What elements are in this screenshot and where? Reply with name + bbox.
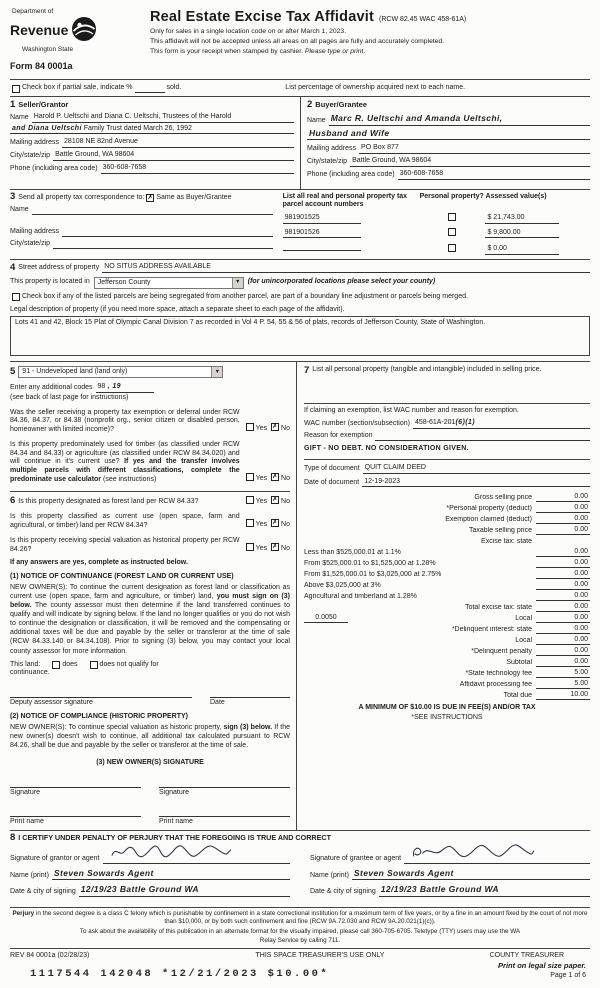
assessed-value-input-2[interactable]: $ 9,800.00 xyxy=(485,229,559,239)
form-number: Form 84 0001a xyxy=(10,61,73,71)
new-owner-printname-input-2[interactable] xyxy=(159,808,290,817)
header-note-3: This form is your receipt when stamped by cashier. Please type or print. xyxy=(150,47,366,55)
forest-no-checkbox[interactable]: ✗ xyxy=(272,495,278,503)
delinquent-penalty-label: *Delinquent penalty xyxy=(471,647,532,655)
parcel-number-input-2[interactable]: 981901526 xyxy=(283,229,361,239)
section7-number: 7 xyxy=(304,365,310,377)
tier1-tax-input[interactable]: 0.00 xyxy=(536,548,590,558)
grantor-certification xyxy=(10,846,290,897)
affidavit-processing-fee-label: Affidavit processing fee xyxy=(459,680,532,688)
forest-yes-checkbox[interactable] xyxy=(246,496,254,504)
seller-name-input[interactable]: Harold P. Ueltschi and Diana C. Ueltschi, Trustees of the Harold xyxy=(32,113,294,123)
perjury-text: Perjury in the second degree is a class C felony which is punishable by confinement in a state correctional institution for a maximum term of five years, or by a fine in an amount fixed by the court of not more than $10,000, or by both such confinement and fine (RCW 9A.72.030 and RCW 9A.20.021(1)(c)). xyxy=(12,910,588,926)
total-state-excise-input[interactable]: 0.00 xyxy=(536,603,590,613)
historic-yes-checkbox[interactable] xyxy=(246,543,254,551)
exemption-block xyxy=(304,404,590,454)
property-location-section xyxy=(10,259,590,361)
does-not-qualify-checkbox[interactable] xyxy=(90,661,98,669)
county-note: (for unincorporated locations please select your county) xyxy=(247,278,436,286)
grantor-datecity-input[interactable]: 12/19/23 Battle Ground WA xyxy=(79,884,290,897)
new-owner-printname-input-1[interactable] xyxy=(10,808,141,817)
tier3-tax-input[interactable]: 0.00 xyxy=(536,570,590,580)
parties-section xyxy=(10,97,590,189)
tier3-label: From $1,525,000.01 to $3,025,000 at 2.75% xyxy=(304,570,442,578)
assessed-value-input-1[interactable]: $ 21,743.00 xyxy=(485,214,559,224)
section6-block xyxy=(10,491,290,828)
document-date-label: Date of document xyxy=(304,478,360,486)
county-treasurer-label: COUNTY TREASURER xyxy=(489,951,564,959)
buyer-citystatezip-input[interactable]: Battle Ground, WA 98604 xyxy=(350,157,590,167)
local-rate-input[interactable]: 0.0050 xyxy=(304,614,348,624)
same-as-buyer-checkbox[interactable]: ✗ xyxy=(147,193,154,201)
buyer-block xyxy=(300,97,590,189)
seller-citystatezip-input[interactable]: Battle Ground, WA 98604 xyxy=(53,151,294,161)
correspondence-name-label: Name xyxy=(10,206,29,214)
grantor-signature-label: Signature of grantor or agent xyxy=(10,855,100,863)
yes-label: Yes xyxy=(255,521,268,529)
see-back-note: (see back of last page for instructions) xyxy=(10,393,129,401)
tax-computation-column xyxy=(297,362,590,830)
date-label: Date xyxy=(210,699,225,707)
no-label: No xyxy=(281,521,290,529)
timber-question: Is this property predominately used for timber (as classified under RCW 84.34 and 84.33) or agriculture (as classified under RCW 84.34.020) and will continue in it's current use? If yes and the transfer involves multiple parcels with different classifications, complete the predominate use calculator (see instructions) xyxy=(10,440,240,483)
delinquent-interest-local-input[interactable]: 0.00 xyxy=(536,636,590,646)
tax-computation-table xyxy=(304,491,590,700)
local-tax-label: Local xyxy=(515,614,532,622)
does-not-label: does not qualify for xyxy=(99,660,159,668)
notice3-title: (3) NEW OWNER(S) SIGNATURE xyxy=(96,758,204,766)
dor-logo-block xyxy=(10,8,142,77)
certification-section xyxy=(10,830,590,904)
personal-property-checkbox-3[interactable] xyxy=(448,244,456,252)
section3-number: 3 xyxy=(10,190,16,202)
parcel-numbers-header: List all real and personal property tax parcel account numbers xyxy=(282,192,408,208)
exemption-yes-checkbox[interactable] xyxy=(246,423,254,431)
no-label: No xyxy=(281,474,290,482)
partial-sale-checkbox[interactable] xyxy=(12,85,20,93)
assessed-values-header: Assessed value(s) xyxy=(485,192,547,200)
partial-sale-row xyxy=(10,80,590,97)
total-due-label: Total due xyxy=(503,691,532,699)
this-land-label: This land: xyxy=(10,660,41,668)
deputy-date-input[interactable] xyxy=(210,689,290,698)
historic-no-checkbox[interactable]: ✗ xyxy=(272,542,278,550)
agricultural-tax-input[interactable]: 0.00 xyxy=(536,592,590,602)
agricultural-label: Agricultural and timberland at 1.28% xyxy=(304,592,417,600)
new-owner-signature-input-2[interactable] xyxy=(159,779,290,788)
exemption-claimed-input[interactable]: 0.00 xyxy=(536,515,590,525)
local-tax-input[interactable]: 0.00 xyxy=(536,614,590,624)
subtotal-label: Subtotal xyxy=(506,658,532,666)
seller-block xyxy=(10,97,300,189)
continuance-label: continuance. xyxy=(10,669,50,677)
delinquent-interest-state-input[interactable]: 0.00 xyxy=(536,625,590,635)
buyer-citystatezip-label: City/state/zip xyxy=(307,158,348,165)
wac-number-label: WAC number (section/subsection) xyxy=(304,419,410,427)
revenue-wordmark: Revenue xyxy=(10,22,69,39)
no-label: No xyxy=(281,497,290,505)
print-name-label: Print name xyxy=(10,818,44,826)
grantee-certification xyxy=(310,846,590,897)
partial-percent-input[interactable] xyxy=(135,85,165,93)
no-label: No xyxy=(281,544,290,552)
county-select-value: Jefferson County xyxy=(97,278,151,286)
new-owner-signature-input-1[interactable] xyxy=(10,779,141,788)
rev-number: REV 84 0001a (02/28/23) xyxy=(10,951,90,959)
yes-label: Yes xyxy=(255,474,268,482)
parcel-number-input-3[interactable] xyxy=(283,242,361,251)
grantee-printname-input[interactable]: Steven Sowards Agent xyxy=(352,868,590,881)
parcel-row xyxy=(283,228,590,239)
sold-label: sold. xyxy=(166,84,182,91)
page-number: Page 1 of 6 xyxy=(550,972,586,980)
correspondence-section xyxy=(10,189,590,259)
historic-question: Is this property receiving special valuation as historical property per RCW 84.26? xyxy=(10,536,240,553)
treasurer-stamp: 1117544 142048 *12/21/2023 $10.00* xyxy=(30,967,330,980)
taxable-selling-price-label: Taxable selling price xyxy=(468,526,532,534)
correspondence-block xyxy=(10,192,283,255)
street-address-input[interactable]: NO SITUS ADDRESS AVAILABLE xyxy=(102,263,590,273)
seller-mailing-label: Mailing address xyxy=(10,138,60,146)
parcel-number-input-1[interactable]: 981901525 xyxy=(283,214,361,224)
header-note-2: This affidavit will not be accepted unless all areas on all pages are fully and accurately completed. xyxy=(150,37,445,45)
additional-codes-label: Enter any additional codes xyxy=(10,384,93,392)
signature-label: Signature xyxy=(159,788,189,796)
exemption-instruction: If claiming an exemption, list WAC number and reason for exemption. xyxy=(304,406,519,414)
grantee-printname-label: Name (print) xyxy=(310,871,349,879)
chevron-down-icon: ▼ xyxy=(232,278,243,288)
grantee-signature-label: Signature of grantee or agent xyxy=(310,855,402,863)
rcw-reference: (RCW 82.45 WAC 458-61A) xyxy=(379,16,467,23)
personal-property-list-input[interactable] xyxy=(304,378,590,404)
tax-detail-sections xyxy=(10,361,590,830)
signature-label: Signature xyxy=(10,788,40,796)
section4-number: 4 xyxy=(10,262,16,274)
exemption-claimed-label: Exemption claimed (deduct) xyxy=(445,515,532,523)
legal-size-note: Print on legal size paper. xyxy=(498,960,586,970)
buyer-name-input-line2[interactable]: Husband and Wife xyxy=(307,128,590,141)
legal-description-input[interactable]: Lots 41 and 42, Block 15 Plat of Olympic Canal Division 7 as recorded in Vol 4 P. 54, 55 & 56 of plats, records of Jefferson County, State of Washington. xyxy=(10,316,590,356)
same-as-buyer-label: Same as Buyer/Grantee xyxy=(156,193,232,201)
total-due-input[interactable]: 10.00 xyxy=(536,691,590,701)
notice1-paragraph: NEW OWNER(S): To continue the current designation as forest land or classification as current use (open space, farm and agriculture, or timber) land, you must sign on (3) below. The county assessor must then determine if the land transferred continues to qualify and will indicate by signing below. If the land no longer qualifies or you do not wish to continue the designation or classification, it will be removed and the compensating or additional taxes will be due and payable by the seller or transferor at the time of sale (RCW 84.33.140 or 84.34.108). Prior to signing (3) below, you may contact your local county assessor for more information. xyxy=(10,583,290,655)
county-select[interactable] xyxy=(94,277,244,289)
buyer-name-input[interactable]: Marc R. Ueltschi and Amanda Ueltschi, xyxy=(329,113,590,126)
treasurer-space-label: THIS SPACE TREASURER'S USE ONLY xyxy=(255,951,385,959)
seller-phone-input[interactable]: 360-608-7658 xyxy=(101,164,294,174)
correspondence-mailing-input[interactable] xyxy=(62,228,273,237)
section5-number: 5 xyxy=(10,366,16,378)
parcel-table xyxy=(283,192,590,255)
correspondence-name-input[interactable] xyxy=(32,206,273,215)
document-type-label: Type of document xyxy=(304,465,360,473)
exemption-question: Was the seller receiving a property tax exemption or deferral under RCW 84.36, 84.37, or 84.38 (nonprofit org., senior citizen or disabled person, homeowner with limited income)? xyxy=(10,408,240,434)
reason-exemption-label: Reason for exemption xyxy=(304,432,373,440)
notice2-title: (2) NOTICE OF COMPLIANCE (HISTORIC PROPERTY) xyxy=(10,712,188,720)
exemption-no-checkbox[interactable]: ✗ xyxy=(272,423,278,431)
yes-label: Yes xyxy=(255,497,268,505)
subtotal-input[interactable]: 0.00 xyxy=(536,658,590,668)
buyer-mailing-input[interactable]: PO Box 877 xyxy=(359,144,590,154)
partial-sale-label: Check box if partial sale, indicate % xyxy=(22,84,133,91)
forest-land-question: 6 Is this property designated as forest land per RCW 84.33? xyxy=(10,494,199,506)
parcel-row xyxy=(283,242,590,255)
legal-description-label: Legal description of property (if you need more space, attach a separate sheet to each page of the affidavit). xyxy=(10,305,345,313)
exemption-reason-value: GIFT - NO DEBT. NO CONSIDERATION GIVEN. xyxy=(304,445,469,453)
buyer-mailing-label: Mailing address xyxy=(307,144,357,152)
print-name-label: Print name xyxy=(159,818,193,826)
yes-label: Yes xyxy=(255,544,268,552)
current-use-yes-checkbox[interactable] xyxy=(246,519,254,527)
segregated-parcels-checkbox[interactable] xyxy=(12,293,20,301)
notice2-paragraph: NEW OWNER(S): To continue special valuation as historic property, sign (3) below. If the new owner(s) doesn't wish to continue, all additional tax calculated pursuant to RCW 84.26, shall be due and payable by the seller or transferor at the time of sale. xyxy=(10,723,291,749)
current-use-no-checkbox[interactable]: ✗ xyxy=(272,519,278,527)
state-technology-fee-label: *State technology fee xyxy=(465,669,532,677)
tier4-tax-input[interactable]: 0.00 xyxy=(536,581,590,591)
buyer-name-label: Name xyxy=(307,116,326,124)
correspondence-citystatezip-input[interactable] xyxy=(53,240,273,249)
state-technology-fee-input[interactable]: 5.00 xyxy=(536,669,590,679)
deputy-assessor-signature-input[interactable] xyxy=(10,689,192,698)
land-use-column xyxy=(10,362,297,830)
personal-property-checkbox-1[interactable] xyxy=(448,213,456,221)
grantee-signature-input[interactable] xyxy=(404,849,590,864)
delinquent-penalty-input[interactable]: 0.00 xyxy=(536,647,590,657)
document-type-input[interactable]: QUIT CLAIM DEED xyxy=(363,464,590,474)
correspondence-citystatezip-label: City/state/zip xyxy=(10,240,51,248)
personal-property-header: Personal property? xyxy=(419,192,484,200)
parcel-row xyxy=(283,213,590,224)
buyer-heading: Buyer/Grantee xyxy=(315,99,367,109)
grantee-datecity-label: Date & city of signing xyxy=(310,887,376,895)
excise-tax-state-spacer xyxy=(536,537,590,546)
header-note-1: Only for sales in a single location code on or after March 1, 2023. xyxy=(150,27,347,35)
seller-mailing-input[interactable]: 28108 NE 82nd Avenue xyxy=(62,138,294,148)
taxable-selling-price-input[interactable]: 0.00 xyxy=(536,526,590,536)
tier1-label: Less than $525,000.01 at 1.1% xyxy=(304,548,401,556)
land-use-code-value: 91 - Undeveloped land (land only) xyxy=(22,368,128,376)
seller-phone-label: Phone (including area code) xyxy=(10,165,98,173)
footer-row xyxy=(10,948,590,961)
dor-logo-icon xyxy=(71,16,97,46)
buyer-phone-label: Phone (including area code) xyxy=(307,171,395,179)
tier2-tax-input[interactable]: 0.00 xyxy=(536,559,590,569)
grantor-datecity-label: Date & city of signing xyxy=(10,887,76,895)
section1-number: 1 xyxy=(10,98,16,110)
grantor-signature-input[interactable] xyxy=(103,849,290,864)
no-label: No xyxy=(281,425,290,433)
personal-property-deduct-input[interactable]: 0.00 xyxy=(536,504,590,514)
does-label: does xyxy=(62,660,78,668)
tier2-label: From $525,000.01 to $1,525,000 at 1.28% xyxy=(304,559,436,567)
department-of-label: Department of xyxy=(12,8,54,15)
grantee-signature xyxy=(410,842,535,863)
gross-selling-price-input[interactable]: 0.00 xyxy=(536,493,590,503)
seller-name-input-line2[interactable]: and Diana Ueltschi Family Trust dated March 26, 1992 xyxy=(10,125,294,135)
seller-heading: Seller/Grantor xyxy=(18,99,69,109)
excise-tax-state-label: Excise tax: state xyxy=(481,537,532,545)
timber-no-checkbox[interactable]: ✗ xyxy=(272,472,278,480)
minimum-due-note: A MINIMUM OF $10.00 IS DUE IN FEE(S) AND/OR TAX xyxy=(358,704,536,712)
perjury-block xyxy=(10,907,590,945)
grantor-printname-label: Name (print) xyxy=(10,871,49,879)
street-address-label: Street address of property xyxy=(18,264,100,272)
correspondence-label: Send all property tax correspondence to: xyxy=(18,193,145,201)
personal-property-deduct-label: *Personal property (deduct) xyxy=(446,504,532,512)
total-state-excise-label: Total excise tax: state xyxy=(465,603,532,611)
segregated-parcels-label: Check box if any of the listed parcels are being segregated from another parcel, are part of a boundary line adjustment or parcels being merged. xyxy=(22,292,468,300)
washington-state-label: Washington State xyxy=(22,45,74,53)
section8-number: 8 xyxy=(10,832,16,844)
title-block xyxy=(142,8,590,77)
form-header xyxy=(10,8,590,80)
delinquent-interest-local-label: Local xyxy=(515,636,532,644)
ownership-percentage-note: List percentage of ownership acquired next to each name. xyxy=(285,84,466,91)
deputy-assessor-label: Deputy assessor signature xyxy=(10,699,93,707)
complete-instruction: If any answers are yes, complete as instructed below. xyxy=(10,559,188,567)
personal-property-list-label: List all personal property (tangible and intangible) included in selling price. xyxy=(312,366,542,374)
grantor-signature xyxy=(109,842,234,863)
grantee-datecity-input[interactable]: 12/19/23 Battle Ground WA xyxy=(379,884,590,897)
grantor-printname-input[interactable]: Steven Sowards Agent xyxy=(52,868,290,881)
section2-number: 2 xyxy=(307,98,313,110)
form-title: Real Estate Excise Tax Affidavit xyxy=(150,9,374,25)
document-date-input[interactable]: 12-19-2023 xyxy=(362,478,590,488)
notice1-title: (1) NOTICE OF CONTINUANCE (FOREST LAND OR CURRENT USE) xyxy=(10,573,234,581)
certification-statement: I CERTIFY UNDER PENALTY OF PERJURY THAT THE FOREGOING IS TRUE AND CORRECT xyxy=(18,833,331,843)
buyer-phone-input[interactable]: 360-608-7658 xyxy=(398,170,590,180)
seller-citystatezip-label: City/state/zip xyxy=(10,152,51,159)
tier4-label: Above $3,025,000 at 3% xyxy=(304,581,381,589)
alternate-format-note: To ask about the availability of this publication in an alternate format for the visually impaired, please call 360-705-6705. Teletype (TTY) users may use the WA Relay Service by calling 711. xyxy=(79,928,521,944)
yes-label: Yes xyxy=(255,425,268,433)
additional-codes-input[interactable]: 98 , 19 xyxy=(96,383,154,393)
land-use-code-select[interactable] xyxy=(18,366,223,378)
delinquent-inter est-state-label: *Delinquent interest: state xyxy=(451,625,532,633)
gross-selling-price-label: Gross selling price xyxy=(474,493,532,501)
see-instructions-note: *SEE INSTRUCTIONS xyxy=(411,714,483,722)
wac-number-input[interactable]: 458-61A-201(6)(1) xyxy=(413,419,590,429)
personal-property-checkbox-2[interactable] xyxy=(448,228,456,236)
current-use-question: Is this property classified as current use (open space, farm and agricultural, or timber) land per RCW 84.34? xyxy=(10,513,240,530)
chevron-down-icon: ▼ xyxy=(211,367,222,377)
reason-exemption-input[interactable] xyxy=(375,432,590,441)
assessed-value-input-3[interactable]: $ 0.00 xyxy=(485,245,559,255)
seller-name-label: Name xyxy=(10,113,29,121)
timber-yes-checkbox[interactable] xyxy=(246,473,254,481)
does-qualify-checkbox[interactable] xyxy=(52,661,60,669)
document-block xyxy=(304,459,590,488)
correspondence-mailing-label: Mailing address xyxy=(10,227,60,235)
located-in-label: This property is located in xyxy=(10,278,90,286)
affidavit-processing-fee-input[interactable]: 5.00 xyxy=(536,680,590,690)
